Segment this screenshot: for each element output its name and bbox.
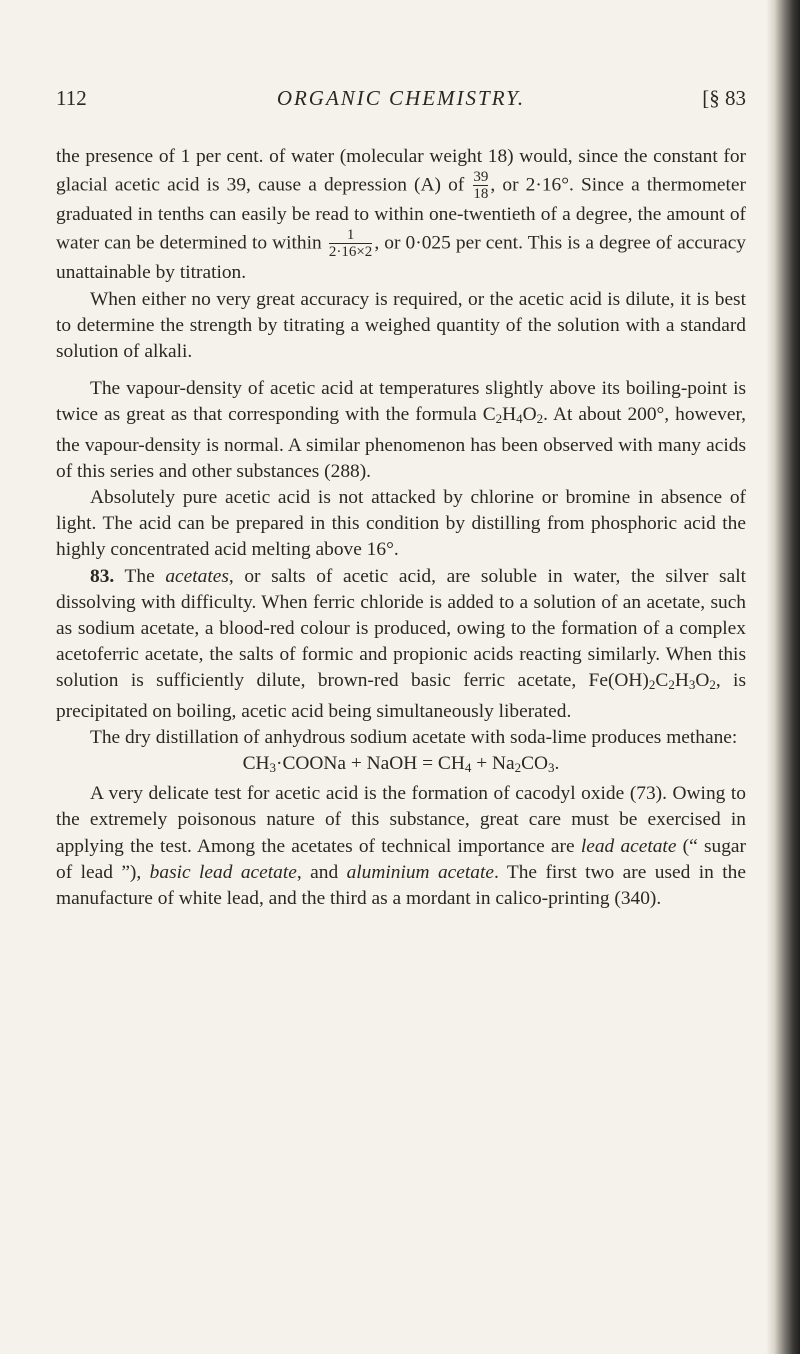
paragraph-acetates: 83. The acetates, or salts of acetic acid, are soluble in water, the silver salt dissolving with difficulty. When ferric chloride is added to a solution of an acetate, such as sodium acetate, a blood-red colour is produced, owing to the formation of a complex acetoferric acetate, the salts of formic and propionic acids reacting similarly. When this solution is sufficiently dilute, brown-red basic ferric acetate, $Fe(OH)_2C_2H_3O_2$, is precipitated on boiling, acetic acid being simultaneously liberated. bbox=[56, 565, 746, 722]
page-number: 112 bbox=[56, 86, 87, 110]
section-reference: [§ 83 bbox=[702, 86, 746, 110]
running-head bbox=[56, 86, 746, 114]
paragraph-cacodyl-test: A very delicate test for acetic acid is the formation of cacodyl oxide (73). Owing to the extremely poisonous nature of this substance, great care must be exercised in applying the test. Among the acetates of technical importance are lead acetate (“ sugar of lead ”), basic lead acetate, and aluminium acetate. The first two are used in the manufacture of white lead, and the third as a mordant in calico-printing (340). bbox=[56, 783, 746, 910]
paragraph-vapour-density: The vapour-density of acetic acid at temperatures slightly above its boiling-point is twice as great as that corresponding with the formula $C_2H_4O_2$. At about 200°, however, the vapour-density is normal. A similar phenomenon has been observed with many acids of this series and other substances (288). bbox=[56, 378, 746, 482]
section-number: 83. bbox=[90, 565, 115, 587]
paragraph-titration: When either no very great accuracy is required, or the acetic acid is dilute, it is best to determine the strength by titrating a weighed quantity of the solution with a standard solution of alkali. bbox=[56, 288, 746, 363]
equation-methane: $CH_3\cdot COONa$ + NaOH = $CH_4 + Na_2CO_3$. bbox=[242, 753, 560, 776]
fraction-39-over-18: $\frac{39}{18}$ bbox=[473, 169, 489, 203]
book-spine-shadow bbox=[766, 0, 800, 1354]
running-title: ORGANIC CHEMISTRY. bbox=[276, 86, 526, 110]
paragraph-water-depression: the presence of 1 per cent. of water (molecular weight 18) would, since the constant for glacial acetic acid is 39, cause a depression (A) of $\frac{39}{18}$ , or 2·16°. Since a thermometer graduated in tenths can easily be read to within one-twentieth of a degree, the amount of water can be determined to within $\frac{1}{2\cdot 16\times 2}$ , or 0·025 per cent. This is a degree of accuracy unattainable by titration. bbox=[56, 146, 746, 284]
fraction-accuracy: $\frac{1}{2\cdot 16\times 2}$ bbox=[328, 227, 373, 261]
page-body bbox=[56, 144, 746, 912]
paragraph-dry-distillation: The dry distillation of anhydrous sodium acetate with soda-lime produces methane: bbox=[90, 726, 738, 748]
paragraph-pure-acid: Absolutely pure acetic acid is not attacked by chlorine or bromine in absence of light. The acid can be prepared in this condition by distilling from phosphoric acid the highly concentrated acid melting above 16°. bbox=[56, 487, 746, 561]
